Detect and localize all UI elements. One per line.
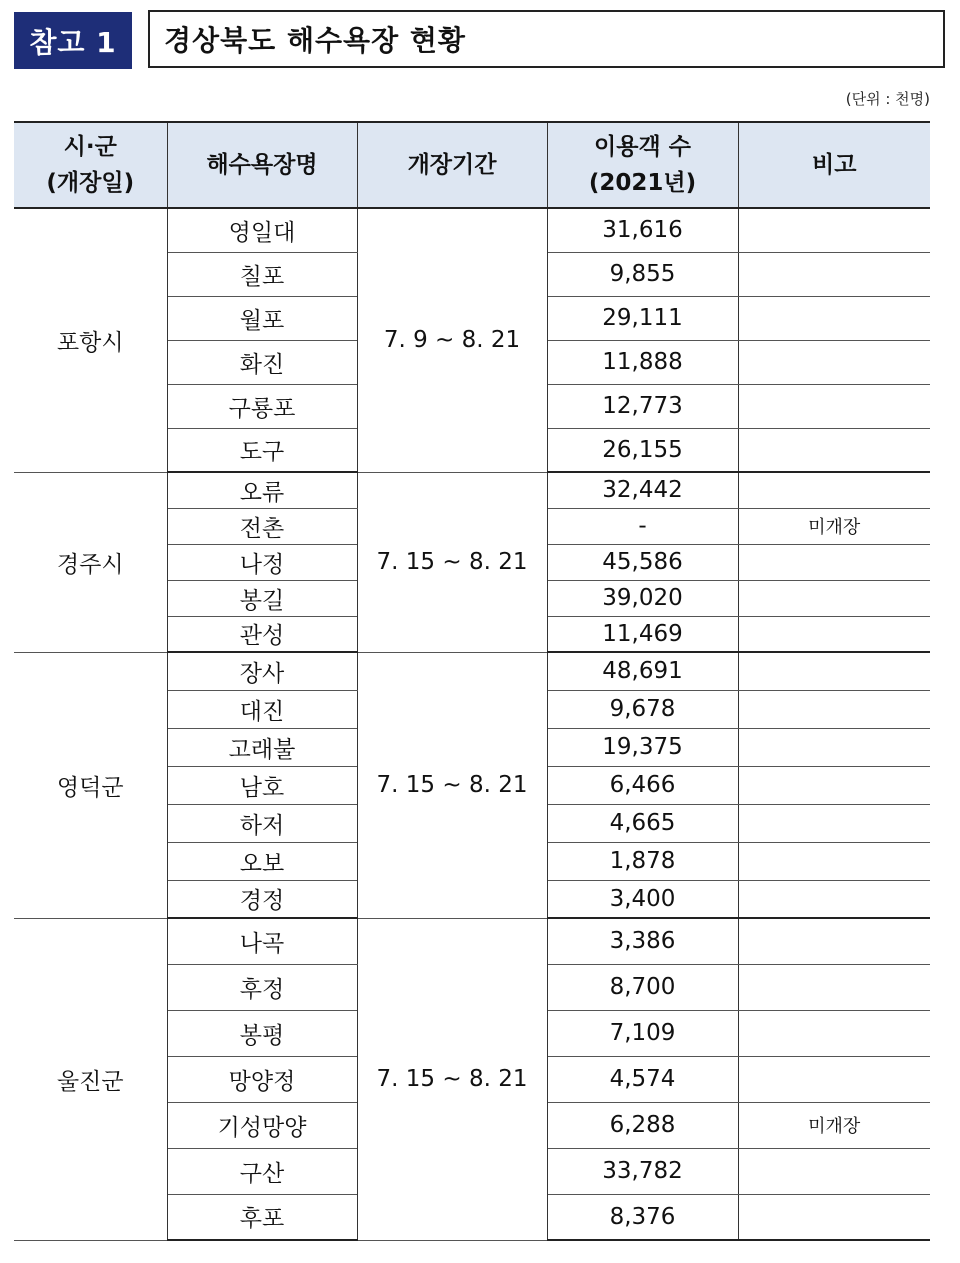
note-cell <box>738 252 930 296</box>
beach-name-cell: 기성망양 <box>167 1102 357 1148</box>
header-region-line1: 시·군 <box>63 134 117 160</box>
visitors-cell: 8,700 <box>547 964 738 1010</box>
visitors-cell: 11,888 <box>547 340 738 384</box>
beach-name-cell: 전촌 <box>167 508 357 544</box>
note-cell: 미개장 <box>738 508 930 544</box>
visitors-cell: 1,878 <box>547 842 738 880</box>
visitors-cell: 6,466 <box>547 766 738 804</box>
beach-name-cell: 영일대 <box>167 208 357 252</box>
header-region-line2: (개장일) <box>46 170 135 196</box>
visitors-cell: 7,109 <box>547 1010 738 1056</box>
page-title: 경상북도 해수욕장 현황 <box>148 10 945 68</box>
beach-name-cell: 대진 <box>167 690 357 728</box>
note-cell <box>738 918 930 964</box>
table-row <box>14 652 930 690</box>
reference-badge: 참고 1 <box>14 12 132 69</box>
header-region <box>14 122 167 208</box>
note-cell <box>738 544 930 580</box>
beach-name-cell: 오보 <box>167 842 357 880</box>
note-cell <box>738 804 930 842</box>
visitors-cell: 8,376 <box>547 1194 738 1240</box>
note-cell <box>738 880 930 918</box>
visitors-cell: 31,616 <box>547 208 738 252</box>
note-cell <box>738 340 930 384</box>
header-period: 개장기간 <box>357 122 547 208</box>
beach-name-cell: 봉평 <box>167 1010 357 1056</box>
visitors-cell: 3,400 <box>547 880 738 918</box>
visitors-cell: 39,020 <box>547 580 738 616</box>
visitors-cell: 48,691 <box>547 652 738 690</box>
note-cell <box>738 384 930 428</box>
table-row <box>14 918 930 964</box>
note-cell <box>738 964 930 1010</box>
beach-name-cell: 고래불 <box>167 728 357 766</box>
beach-name-cell: 도구 <box>167 428 357 472</box>
note-cell <box>738 728 930 766</box>
table-header-row <box>14 122 930 208</box>
beach-name-cell: 나곡 <box>167 918 357 964</box>
header-note: 비고 <box>738 122 930 208</box>
visitors-cell: 3,386 <box>547 918 738 964</box>
note-cell: 미개장 <box>738 1102 930 1148</box>
visitors-cell: 9,678 <box>547 690 738 728</box>
table-row <box>14 472 930 508</box>
note-cell <box>738 1056 930 1102</box>
note-cell <box>738 428 930 472</box>
beach-name-cell: 경정 <box>167 880 357 918</box>
visitors-cell: 32,442 <box>547 472 738 508</box>
visitors-cell: 33,782 <box>547 1148 738 1194</box>
region-cell: 포항시 <box>14 208 167 472</box>
table-row <box>14 208 930 252</box>
period-cell: 7. 9 ~ 8. 21 <box>357 208 547 472</box>
note-cell <box>738 580 930 616</box>
beach-status-table <box>14 121 930 1241</box>
note-cell <box>738 296 930 340</box>
note-cell <box>738 766 930 804</box>
period-cell: 7. 15 ~ 8. 21 <box>357 652 547 918</box>
note-cell <box>738 616 930 652</box>
beach-name-cell: 후포 <box>167 1194 357 1240</box>
visitors-cell: 29,111 <box>547 296 738 340</box>
beach-name-cell: 오류 <box>167 472 357 508</box>
header-visitors-line2: (2021년) <box>588 170 697 196</box>
visitors-cell: 9,855 <box>547 252 738 296</box>
beach-name-cell: 망양정 <box>167 1056 357 1102</box>
beach-name-cell: 화진 <box>167 340 357 384</box>
visitors-cell: 45,586 <box>547 544 738 580</box>
visitors-cell: 11,469 <box>547 616 738 652</box>
note-cell <box>738 652 930 690</box>
header-visitors-line1: 이용객 수 <box>594 134 691 160</box>
beach-name-cell: 구룡포 <box>167 384 357 428</box>
beach-name-cell: 장사 <box>167 652 357 690</box>
beach-name-cell: 후정 <box>167 964 357 1010</box>
note-cell <box>738 1010 930 1056</box>
region-cell: 경주시 <box>14 472 167 652</box>
period-cell: 7. 15 ~ 8. 21 <box>357 472 547 652</box>
beach-name-cell: 관성 <box>167 616 357 652</box>
note-cell <box>738 472 930 508</box>
visitors-cell: 12,773 <box>547 384 738 428</box>
note-cell <box>738 1148 930 1194</box>
beach-name-cell: 나정 <box>167 544 357 580</box>
header-visitors <box>547 122 738 208</box>
beach-name-cell: 월포 <box>167 296 357 340</box>
note-cell <box>738 208 930 252</box>
visitors-cell: 4,574 <box>547 1056 738 1102</box>
beach-name-cell: 칠포 <box>167 252 357 296</box>
region-cell: 영덕군 <box>14 652 167 918</box>
beach-name-cell: 봉길 <box>167 580 357 616</box>
header-beach: 해수욕장명 <box>167 122 357 208</box>
note-cell <box>738 690 930 728</box>
note-cell <box>738 842 930 880</box>
period-cell: 7. 15 ~ 8. 21 <box>357 918 547 1240</box>
beach-name-cell: 남호 <box>167 766 357 804</box>
visitors-cell: - <box>547 508 738 544</box>
beach-name-cell: 하저 <box>167 804 357 842</box>
unit-label: (단위 : 천명) <box>845 90 930 108</box>
visitors-cell: 6,288 <box>547 1102 738 1148</box>
note-cell <box>738 1194 930 1240</box>
table-body <box>14 208 930 1240</box>
beach-name-cell: 구산 <box>167 1148 357 1194</box>
visitors-cell: 4,665 <box>547 804 738 842</box>
region-cell: 울진군 <box>14 918 167 1240</box>
visitors-cell: 19,375 <box>547 728 738 766</box>
visitors-cell: 26,155 <box>547 428 738 472</box>
